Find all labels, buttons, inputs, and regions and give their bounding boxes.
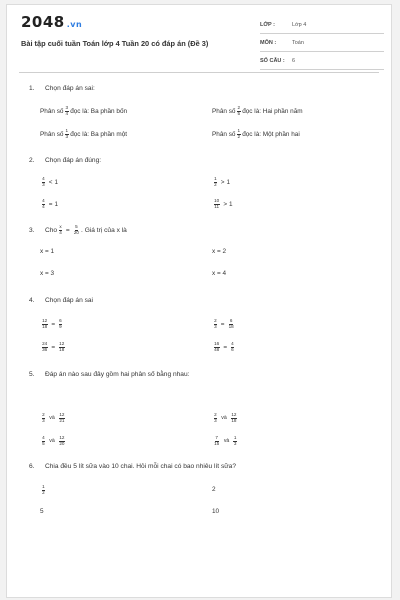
- answer-option[interactable]: x = 2: [212, 248, 227, 255]
- fraction: $\frac{7}{15}$: [214, 435, 220, 446]
- fraction: $\frac{2}{3}$: [42, 412, 45, 423]
- answer-option[interactable]: x = 3: [40, 270, 55, 277]
- meta-label: SỐ CÂU :: [260, 58, 285, 64]
- logo[interactable]: 2048 .vn: [21, 13, 83, 31]
- meta-value: 6: [292, 58, 296, 64]
- fraction: $\frac{1}{3}$: [233, 435, 237, 446]
- answer-option[interactable]: $\frac{2}{3}$ = $\frac{6}{18}$: [214, 318, 234, 329]
- answer-option[interactable]: x = 1: [40, 248, 55, 255]
- answer-option[interactable]: 5: [40, 508, 44, 515]
- answer-option[interactable]: $\frac{16}{48}$ = $\frac{4}{6}$: [214, 341, 234, 352]
- question-2: 2. Chọn đáp án đúng:: [29, 157, 102, 164]
- answer-option[interactable]: $\frac{12}{18}$ = $\frac{6}{9}$: [42, 318, 62, 329]
- fraction: $\frac{12}{18}$: [59, 341, 65, 352]
- fraction: $\frac{10}{11}$: [214, 198, 220, 209]
- question-5: 5. Đáp án nào sau đây gồm hai phân số bằng nhau:: [29, 371, 190, 378]
- fraction: $\frac{5}{20}$: [73, 224, 79, 235]
- meta-row-subject: [260, 37, 384, 52]
- page-title: Bài tập cuối tuần Toán lớp 4 Tuần 20 có đáp án (Đề 3): [21, 39, 209, 48]
- fraction: $\frac{6}{18}$: [228, 318, 234, 329]
- fraction: $\frac{12}{18}$: [42, 318, 48, 329]
- answer-option[interactable]: $\frac{2}{3}$ và $\frac{12}{18}$: [214, 412, 237, 423]
- question-1: 1. Chọn đáp án sai:: [29, 85, 95, 92]
- logo-suffix: .vn: [66, 20, 83, 29]
- fraction: $\frac{1}{2}$: [214, 176, 217, 187]
- fraction: $\frac{1}{3}$: [65, 128, 69, 139]
- question-6: 6. Chia đều 5 lít sữa vào 10 chai. Hỏi mỗi chai có bao nhiêu lít sữa?: [29, 463, 236, 470]
- answer-option[interactable]: 10: [212, 508, 220, 515]
- answer-option[interactable]: $\frac{4}{5}$ và $\frac{12}{20}$: [42, 435, 65, 446]
- meta-row-class: [260, 19, 384, 34]
- answer-option[interactable]: $\frac{4}{4}$ = 1: [42, 198, 59, 209]
- fraction: $\frac{1}{2}$: [42, 484, 45, 495]
- answer-option[interactable]: $\frac{24}{36}$ = $\frac{12}{18}$: [42, 341, 65, 352]
- question-3: 3. Cho $\frac{x}{4}$ = $\frac{5}{20}$ . Giá trị của x là: [29, 224, 127, 235]
- page-header: [7, 5, 391, 67]
- answer-option[interactable]: x = 4: [212, 270, 227, 277]
- fraction: $\frac{2}{3}$: [214, 318, 217, 329]
- answer-option[interactable]: $\frac{2}{3}$ và $\frac{12}{21}$: [42, 412, 65, 423]
- answer-option[interactable]: Phân số $\frac{1}{3}$ đọc là: Ba phần một: [40, 128, 128, 139]
- fraction: $\frac{12}{18}$: [231, 412, 237, 423]
- answer-option[interactable]: Phân số $\frac{1}{2}$ đọc là: Một phần hai: [212, 128, 300, 139]
- answer-option[interactable]: $\frac{4}{3}$ < 1: [42, 176, 59, 187]
- fraction: $\frac{4}{4}$: [42, 198, 45, 209]
- meta-row-count: [260, 55, 384, 70]
- answer-option[interactable]: $\frac{1}{2}$ > 1: [214, 176, 231, 187]
- fraction: $\frac{4}{3}$: [42, 176, 45, 187]
- fraction: $\frac{4}{5}$: [42, 435, 45, 446]
- meta-value: Lớp 4: [292, 22, 307, 28]
- fraction: $\frac{x}{4}$: [59, 224, 62, 235]
- meta-box: [260, 19, 384, 73]
- answer-option[interactable]: Phân số $\frac{2}{5}$ đọc là: Hai phần năm: [212, 105, 303, 116]
- worksheet-page: [6, 4, 392, 598]
- fraction: $\frac{3}{4}$: [65, 105, 69, 116]
- meta-label: LỚP :: [260, 22, 275, 28]
- meta-value: Toán: [292, 40, 304, 46]
- fraction: $\frac{4}{6}$: [231, 341, 234, 352]
- meta-label: MÔN :: [260, 40, 277, 46]
- fraction: $\frac{2}{3}$: [214, 412, 217, 423]
- header-divider: [19, 72, 379, 73]
- answer-option[interactable]: $\frac{10}{11}$ > 1: [214, 198, 233, 209]
- answer-option[interactable]: $\frac{7}{15}$ và $\frac{1}{3}$: [214, 435, 237, 446]
- answer-option[interactable]: [40, 485, 47, 495]
- answer-option[interactable]: Phân số $\frac{3}{4}$ đọc là: Ba phần bốn: [40, 105, 128, 116]
- question-4: 4. Chọn đáp án sai: [29, 297, 94, 304]
- fraction: $\frac{12}{20}$: [59, 435, 65, 446]
- answer-option[interactable]: 2: [212, 486, 216, 493]
- fraction: $\frac{16}{48}$: [214, 341, 220, 352]
- fraction: $\frac{24}{36}$: [42, 341, 48, 352]
- fraction: $\frac{12}{21}$: [59, 412, 65, 423]
- fraction: $\frac{1}{2}$: [237, 128, 241, 139]
- fraction: $\frac{2}{5}$: [237, 105, 241, 116]
- fraction: $\frac{6}{9}$: [59, 318, 62, 329]
